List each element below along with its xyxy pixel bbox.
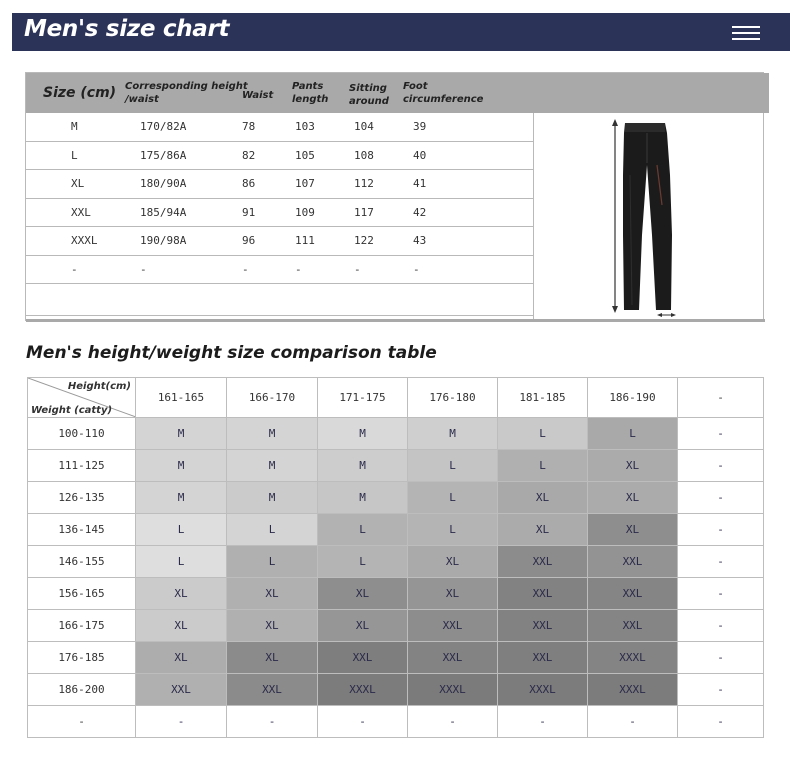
size-cell: L <box>136 546 227 578</box>
table-cell: 41 <box>413 177 427 190</box>
table-cell: - <box>295 262 302 276</box>
table-row <box>26 142 533 171</box>
page-title: Men's size chart <box>24 16 230 42</box>
size-cell: L <box>318 546 408 578</box>
table-cell: 117 <box>354 205 374 219</box>
comparison-header-row <box>28 378 764 418</box>
table-cell: - <box>140 262 147 276</box>
size-cell: - <box>588 706 678 738</box>
weight-cell: 136-145 <box>28 514 136 546</box>
size-cell: L <box>136 514 227 546</box>
height-header-cell: 171-175 <box>318 378 408 418</box>
table-cell: M <box>71 120 78 133</box>
table-row <box>26 170 533 199</box>
header-sitting-1: Sitting <box>349 83 387 94</box>
header-pants-2: length <box>292 94 329 105</box>
table-cell: 108 <box>354 148 374 162</box>
table-row <box>28 482 764 514</box>
table-cell: 112 <box>354 177 374 190</box>
table-cell: XXXL <box>71 234 98 247</box>
size-cell: XXL <box>498 578 588 610</box>
size-cell: XL <box>588 482 678 514</box>
size-cell: M <box>318 482 408 514</box>
size-cell: L <box>498 418 588 450</box>
size-cell: XL <box>227 610 318 642</box>
table-row <box>28 610 764 642</box>
table-cell: 190/98A <box>140 234 187 247</box>
table-cell: XXL <box>71 205 91 219</box>
table-row <box>26 227 533 256</box>
table-cell: - <box>71 262 78 276</box>
table-row <box>28 546 764 578</box>
weight-cell: - <box>28 706 136 738</box>
column-divider <box>533 113 534 320</box>
size-cell: XXL <box>498 610 588 642</box>
corner-weight-label: Weight (catty) <box>31 405 113 416</box>
size-cell: XL <box>136 578 227 610</box>
size-cell: XL <box>318 578 408 610</box>
size-cell: L <box>588 418 678 450</box>
weight-cell: 100-110 <box>28 418 136 450</box>
table-cell: 86 <box>242 177 256 190</box>
table-cell: 78 <box>242 120 256 133</box>
size-cell: XL <box>498 482 588 514</box>
weight-cell: 146-155 <box>28 546 136 578</box>
size-cell: XL <box>408 578 498 610</box>
table-row <box>28 514 764 546</box>
table-cell: 107 <box>295 177 315 190</box>
size-cell: - <box>678 450 764 482</box>
size-cell: XL <box>136 610 227 642</box>
table-cell: XL <box>71 177 85 190</box>
table-cell: 105 <box>295 148 315 162</box>
table-cell: 104 <box>354 120 374 133</box>
size-cell: XXL <box>588 610 678 642</box>
size-cell: L <box>318 514 408 546</box>
size-cell: - <box>408 706 498 738</box>
table-row <box>28 450 764 482</box>
size-cell: M <box>136 418 227 450</box>
weight-cell: 186-200 <box>28 674 136 706</box>
size-cell: XL <box>588 514 678 546</box>
size-chart-header <box>26 73 769 113</box>
table-cell: 39 <box>413 120 427 133</box>
size-cell: - <box>498 706 588 738</box>
size-cell: - <box>678 610 764 642</box>
size-cell: M <box>136 482 227 514</box>
size-cell: M <box>318 450 408 482</box>
table-row <box>26 113 533 142</box>
table-cell: 170/82A <box>140 120 187 133</box>
size-cell: - <box>227 706 318 738</box>
size-cell: XL <box>136 642 227 674</box>
header-banner <box>12 13 790 51</box>
table-row <box>28 418 764 450</box>
table-row <box>28 674 764 706</box>
table-cell: 180/90A <box>140 177 187 190</box>
table-row <box>28 578 764 610</box>
table-cell: 43 <box>413 234 427 247</box>
weight-cell: 111-125 <box>28 450 136 482</box>
height-header-cell: 176-180 <box>408 378 498 418</box>
size-cell: - <box>678 482 764 514</box>
size-cell: - <box>678 642 764 674</box>
header-height-waist-2: /waist <box>125 94 159 105</box>
size-cell: XXL <box>408 642 498 674</box>
weight-cell: 156-165 <box>28 578 136 610</box>
size-cell: M <box>136 450 227 482</box>
weight-cell: 126-135 <box>28 482 136 514</box>
table-row <box>26 284 533 316</box>
size-cell: - <box>318 706 408 738</box>
header-pants-1: Pants <box>292 81 324 92</box>
weight-cell: 166-175 <box>28 610 136 642</box>
size-cell: XXL <box>408 610 498 642</box>
comparison-title: Men's height/weight size comparison table <box>26 343 437 363</box>
size-cell: XXXL <box>408 674 498 706</box>
size-cell: M <box>227 482 318 514</box>
size-cell: XXXL <box>588 642 678 674</box>
size-cell: XXL <box>588 578 678 610</box>
size-cell: L <box>498 450 588 482</box>
weight-cell: 176-185 <box>28 642 136 674</box>
size-cell: - <box>678 706 764 738</box>
size-cell: M <box>408 418 498 450</box>
table-cell: 122 <box>354 234 374 247</box>
header-size: Size (cm) <box>43 85 117 101</box>
table-cell: - <box>354 262 361 276</box>
table-cell: 111 <box>295 234 315 247</box>
size-cell: L <box>227 546 318 578</box>
corner-cell <box>28 378 136 418</box>
height-header-cell: 186-190 <box>588 378 678 418</box>
table-row <box>28 642 764 674</box>
height-header-cell: 181-185 <box>498 378 588 418</box>
header-height-waist-1: Corresponding height <box>125 81 248 92</box>
size-cell: XXXL <box>318 674 408 706</box>
size-cell: - <box>678 674 764 706</box>
size-cell: XL <box>408 546 498 578</box>
table-cell: 42 <box>413 205 427 219</box>
header-foot-1: Foot <box>403 81 428 92</box>
size-cell: - <box>136 706 227 738</box>
corner-height-label: Height(cm) <box>67 381 131 392</box>
header-waist: Waist <box>242 90 274 101</box>
size-cell: - <box>678 514 764 546</box>
size-cell: XL <box>588 450 678 482</box>
size-cell: XXL <box>498 546 588 578</box>
comparison-table <box>27 377 764 738</box>
size-cell: XXL <box>136 674 227 706</box>
size-cell: XXL <box>318 642 408 674</box>
table-row <box>28 706 764 738</box>
size-cell: XXXL <box>588 674 678 706</box>
height-header-cell: 161-165 <box>136 378 227 418</box>
size-cell: XL <box>227 642 318 674</box>
size-cell: M <box>227 450 318 482</box>
table-cell: - <box>242 262 249 276</box>
size-cell: M <box>318 418 408 450</box>
size-cell: XXL <box>227 674 318 706</box>
size-chart-rows <box>26 113 533 316</box>
table-cell: - <box>413 262 420 276</box>
table-cell: 91 <box>242 205 256 219</box>
table-cell: 82 <box>242 148 256 162</box>
table-cell: 40 <box>413 148 427 162</box>
size-cell: L <box>408 450 498 482</box>
size-cell: - <box>678 418 764 450</box>
table-cell: 109 <box>295 205 315 219</box>
height-header-cell: - <box>678 378 764 418</box>
size-cell: XL <box>227 578 318 610</box>
table-cell: 175/86A <box>140 148 187 162</box>
size-cell: XXL <box>498 642 588 674</box>
size-cell: - <box>678 546 764 578</box>
size-cell: L <box>408 514 498 546</box>
size-cell: XL <box>498 514 588 546</box>
size-cell: - <box>678 578 764 610</box>
size-cell: XXL <box>588 546 678 578</box>
pants-illustration <box>602 115 687 320</box>
size-cell: XXXL <box>498 674 588 706</box>
table-cell: 185/94A <box>140 205 187 219</box>
header-sitting-2: around <box>349 96 389 107</box>
size-cell: L <box>408 482 498 514</box>
table-row <box>26 199 533 228</box>
hamburger-menu-icon[interactable] <box>732 26 760 40</box>
size-cell: L <box>227 514 318 546</box>
table-cell: 96 <box>242 234 256 247</box>
height-header-cell: 166-170 <box>227 378 318 418</box>
table-cell: 103 <box>295 120 315 133</box>
header-foot-2: circumference <box>403 94 484 105</box>
table-cell: L <box>71 148 78 162</box>
size-cell: M <box>227 418 318 450</box>
size-cell: XL <box>318 610 408 642</box>
table-row <box>26 256 533 285</box>
